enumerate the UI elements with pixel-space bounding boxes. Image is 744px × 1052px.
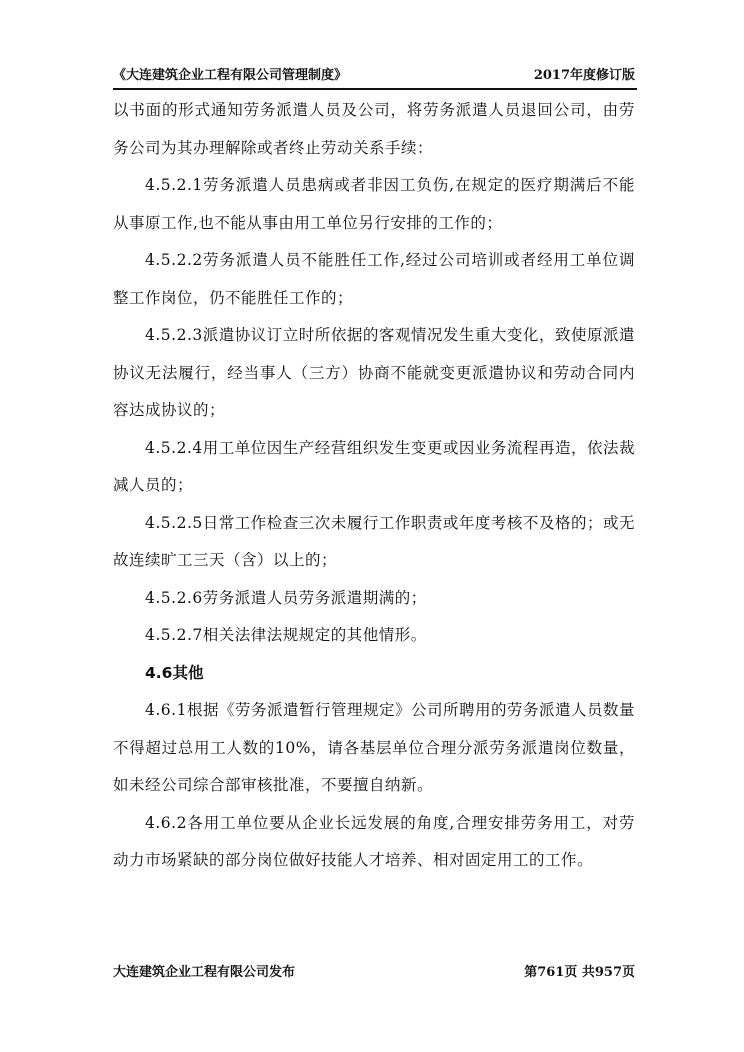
clause-4-6-1: 4.6.1根据《劳务派遣暂行管理规定》公司所聘用的劳务派遣人员数量不得超过总用工人数的10%，请各基层单位合理分派劳务派遣岗位数量，如未经公司综合部审核批准，不要擅自纳新。: [113, 701, 635, 794]
clause-4-5-2-4: 4.5.2.4用工单位因生产经营组织发生变更或因业务流程再造，依法裁减人员的；: [113, 438, 635, 494]
header-edition: 2017年度修订版: [533, 68, 635, 83]
clause-4-5-2-5: 4.5.2.5日常工作检查三次未履行工作职责或年度考核不及格的；或无故连续旷工三天（含）以上的；: [113, 513, 635, 569]
clause-4-6-2: 4.6.2各用工单位要从企业长远发展的角度,合理安排劳务用工，对劳动力市场紧缺的部分岗位做好技能人才培养、相对固定用工的工作。: [113, 813, 635, 869]
document-body: [113, 92, 635, 880]
clause-4-5-2-2: 4.5.2.2劳务派遣人员不能胜任工作,经过公司培训或者经用工单位调整工作岗位，仍不能胜任工作的；: [113, 251, 635, 307]
clause-4-5-2-1: 4.5.2.1劳务派遣人员患病或者非因工负伤,在规定的医疗期满后不能从事原工作,也不能从事由用工单位另行安排的工作的；: [113, 176, 635, 232]
clause-4-5-2-3: 4.5.2.3派遣协议订立时所依据的客观情况发生重大变化，致使原派遣协议无法履行，经当事人（三方）协商不能就变更派遣协议和劳动合同内容达成协议的；: [113, 326, 635, 419]
paragraph-continuation: 以书面的形式通知劳务派遣人员及公司，将劳务派遣人员退回公司，由劳务公司为其办理解除或者终止劳动关系手续：: [113, 101, 635, 157]
clause-4-5-2-7: 4.5.2.7相关法律法规规定的其他情形。: [145, 626, 427, 644]
header-title: 《大连建筑企业工程有限公司管理制度》: [113, 68, 348, 83]
footer-publisher: 大连建筑企业工程有限公司发布: [113, 965, 296, 980]
section-heading-4-6: 4.6其他: [145, 663, 204, 682]
footer-page-info: 第761页 共957页: [524, 965, 635, 980]
page-header: [113, 66, 637, 90]
clause-4-5-2-6: 4.5.2.6劳务派遣人员劳务派遣期满的；: [145, 588, 427, 607]
